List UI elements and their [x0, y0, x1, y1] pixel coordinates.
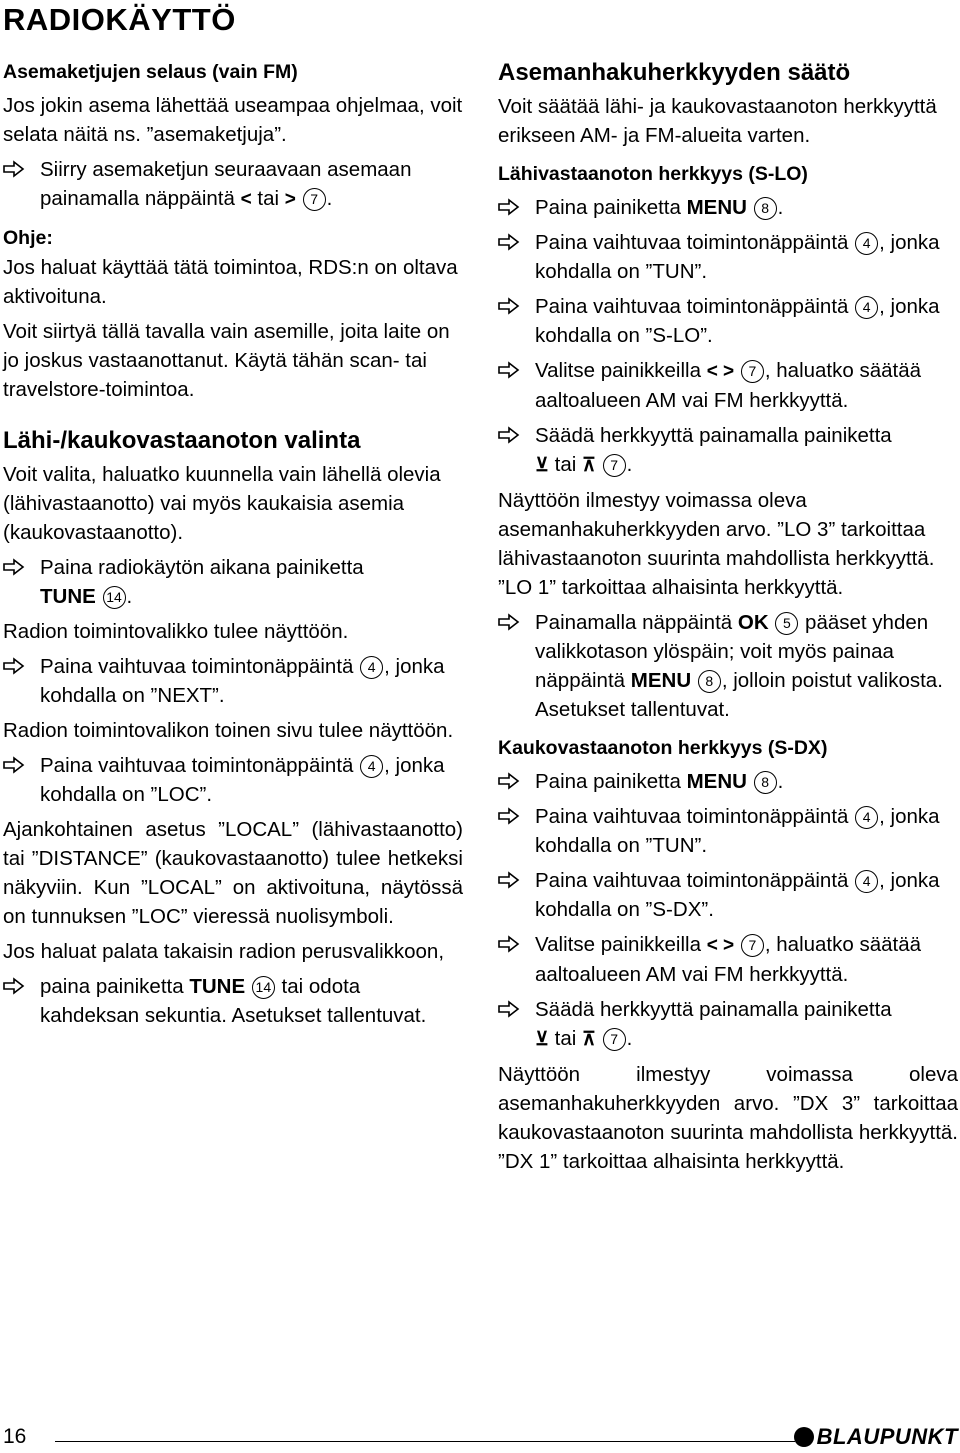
slo-step-band — [498, 356, 958, 415]
right-column — [498, 58, 958, 1182]
key-number-badge: 7 — [603, 454, 626, 477]
heading-preset-chains: Asemaketjujen selaus (vain FM) — [3, 61, 298, 83]
key-number-badge: 8 — [754, 197, 777, 220]
sdx-step-adjust — [498, 995, 958, 1054]
key-number-badge: 4 — [855, 870, 878, 893]
down-key-icon: ⊻ — [535, 1029, 549, 1050]
step-press-loc — [3, 751, 463, 809]
step-end: . — [626, 453, 633, 476]
step-arrow-icon — [498, 1000, 520, 1018]
note-label: Ohje: — [3, 227, 53, 249]
key-number-badge: 7 — [741, 934, 764, 957]
sdx-step-menu — [498, 767, 958, 796]
step-text: Painamalla näppäintä — [535, 611, 733, 634]
paragraph-current-setting: Ajankohtainen asetus ”LOCAL” (lähivastaanotto) tai ”DISTANCE” (kaukovastaanotto) tulee hetkeksi näkyviin. Kun ”LOCAL” on aktivoituna, näytössä on tunnuksen ”LOC” vieressä nuolisymboli. — [3, 818, 463, 928]
step-end: . — [626, 1027, 633, 1050]
step-text: Paina vaihtuvaa toimintonäppäintä — [40, 754, 354, 777]
note — [3, 224, 463, 311]
paragraph-second-page: Radion toimintovalikon toinen sivu tulee näyttöön. — [3, 719, 454, 742]
step-end: , jonka kohdalla on ”S-LO”. — [535, 295, 940, 347]
step-text: Paina vaihtuvaa toimintonäppäintä — [535, 295, 849, 318]
menu-key-label: MENU — [686, 196, 747, 219]
step-arrow-icon — [498, 361, 520, 379]
sdx-step-band — [498, 930, 958, 989]
slo-step-menu — [498, 193, 958, 222]
step-text: Paina vaihtuvaa toimintonäppäintä — [40, 655, 354, 678]
step-text: Siirry asemaketjun seuraavaan asemaan painamalla näppäintä — [40, 158, 412, 210]
step-arrow-icon — [498, 233, 520, 251]
up-key-icon: ⊼ — [581, 455, 596, 476]
step-text: Valitse painikkeilla — [535, 933, 701, 956]
step-end: . — [126, 585, 133, 608]
step-arrow-icon — [498, 807, 520, 825]
step-text: Paina vaihtuvaa toimintonäppäintä — [535, 869, 849, 892]
page-number: 16 — [3, 1425, 27, 1448]
step-or: tai — [554, 453, 577, 476]
paragraph-sensitivity: Voit säätää lähi- ja kaukovastaanoton herkkyyttä erikseen AM- ja FM-alueita varten. — [498, 95, 937, 147]
key-number-badge: 4 — [855, 232, 878, 255]
heading-sdx: Kaukovastaanoton herkkyys (S-DX) — [498, 737, 828, 759]
step-arrow-icon — [498, 297, 520, 315]
page-title: RADIOKÄYTTÖ — [3, 2, 236, 37]
step-arrow-icon — [3, 160, 25, 178]
slo-step-adjust — [498, 421, 958, 480]
key-number-badge: 4 — [360, 755, 383, 778]
step-end: , haluatko säätää aaltoalueen AM vai FM herkkyyttä. — [535, 359, 922, 412]
step-arrow-icon — [3, 977, 25, 995]
step-text-2: pääset yhden valikkotason ylöspäin; voit myös painaa näppäintä — [535, 611, 929, 692]
key-number-badge: 14 — [252, 976, 275, 999]
step-end: , jonka kohdalla on ”TUN”. — [535, 231, 940, 283]
brand-dot-icon — [794, 1427, 814, 1447]
paragraph-lo-values: Näyttöön ilmestyy voimassa oleva asemanhakuherkkyyden arvo. ”LO 3” tarkoittaa lähivastaanoton suurinta mahdollista herkkyyttä. ”LO 1” tarkoittaa alhaisinta herkkyyttä. — [498, 489, 935, 599]
key-number-badge: 4 — [855, 806, 878, 829]
step-end: , jolloin poistut valikosta. Asetukset tallentuvat. — [535, 669, 943, 721]
step-end: , jonka kohdalla on ”LOC”. — [40, 754, 445, 806]
step-end: , jonka kohdalla on ”NEXT”. — [40, 655, 445, 707]
down-key-icon: ⊻ — [535, 455, 549, 476]
step-end: tai odota kahdeksan sekuntia. Asetukset tallentuvat. — [40, 975, 427, 1027]
step-end: . — [777, 770, 784, 793]
menu-key-label: MENU — [686, 770, 747, 793]
sdx-step-sdx — [498, 866, 958, 924]
step-or: tai — [554, 1027, 577, 1050]
step-end: , jonka kohdalla on ”TUN”. — [535, 805, 940, 857]
step-arrow-icon — [498, 613, 520, 631]
step-text: Paina vaihtuvaa toimintonäppäintä — [535, 805, 849, 828]
paragraph-preset-chains: Jos jokin asema lähettää useampaa ohjelmaa, voit selata näitä ns. ”asemaketjuja”. — [3, 94, 463, 146]
step-end: , haluatko säätää aaltoalueen AM vai FM herkkyyttä. — [535, 933, 922, 986]
key-number-badge: 7 — [303, 188, 326, 211]
tune-key-label: TUNE — [40, 585, 96, 608]
key-number-badge: 8 — [754, 771, 777, 794]
step-text: Paina painiketta — [535, 770, 681, 793]
step-end: , jonka kohdalla on ”S-DX”. — [535, 869, 940, 921]
step-text: Säädä herkkyyttä painamalla painiketta — [535, 424, 892, 447]
paragraph-return: Jos haluat palata takaisin radion perusvalikkoon, — [3, 940, 445, 963]
note-text: Jos haluat käyttää tätä toimintoa, RDS:n on oltava aktivoituna. — [3, 256, 458, 308]
left-right-keys-icon: < > — [706, 361, 735, 382]
heading-sensitivity: Asemanhakuherkkyyden säätö — [498, 59, 851, 86]
step-text: Paina radiokäytön aikana painiketta — [40, 556, 364, 579]
footer-rule — [55, 1441, 795, 1442]
step-arrow-icon — [498, 772, 520, 790]
step-arrow-icon — [3, 558, 25, 576]
paragraph-local-distance: Voit valita, haluatko kuunnella vain lähellä olevia (lähivastaanotto) vai myös kaukaisia asemia (kaukovastaanotto). — [3, 463, 441, 544]
step-text: Säädä herkkyyttä painamalla painiketta — [535, 998, 892, 1021]
step-text: Paina painiketta — [535, 196, 681, 219]
step-or: tai — [257, 187, 280, 210]
step-arrow-icon — [3, 756, 25, 774]
brand-name: BLAUPUNKT — [816, 1424, 958, 1449]
step-text: Paina vaihtuvaa toimintonäppäintä — [535, 231, 849, 254]
heading-local-distance: Lähi-/kaukovastaanoton valinta — [3, 427, 361, 454]
key-number-badge: 8 — [698, 670, 721, 693]
slo-step-slo — [498, 292, 958, 350]
step-press-tune — [3, 553, 463, 611]
step-press-next — [3, 652, 463, 710]
step-arrow-icon — [498, 198, 520, 216]
paragraph-scan: Voit siirtyä tällä tavalla vain asemille, joita laite on jo joskus vastaanottanut. Käytä tähän scan- tai travelstore-toimintoa. — [3, 320, 450, 401]
step-end: . — [326, 187, 333, 210]
tune-key-label: TUNE — [189, 975, 246, 998]
step-arrow-icon — [498, 935, 520, 953]
step-ok-menu — [498, 608, 958, 724]
menu-key-label: MENU — [630, 669, 692, 692]
step-end: . — [777, 196, 784, 219]
step-arrow-icon — [498, 871, 520, 889]
left-key-icon: < — [240, 189, 252, 210]
ok-key-label: OK — [737, 611, 769, 634]
step-arrow-icon — [3, 657, 25, 675]
key-number-badge: 7 — [741, 360, 764, 383]
paragraph-menu-appears: Radion toimintovalikko tulee näyttöön. — [3, 620, 349, 643]
brand-logo — [794, 1424, 958, 1450]
step-next-station — [3, 155, 463, 214]
sdx-step-tun — [498, 802, 958, 860]
left-right-keys-icon: < > — [706, 935, 735, 956]
left-column — [3, 58, 463, 1036]
step-text: paina painiketta — [40, 975, 184, 998]
step-return-tune — [3, 972, 463, 1030]
slo-step-tun — [498, 228, 958, 286]
up-key-icon: ⊼ — [581, 1029, 596, 1050]
key-number-badge: 4 — [360, 656, 383, 679]
key-number-badge: 5 — [775, 612, 798, 635]
step-arrow-icon — [498, 426, 520, 444]
paragraph-dx-values: Näyttöön ilmestyy voimassa oleva asemanhakuherkkyyden arvo. ”DX 3” tarkoittaa kaukovastaanoton suurinta mahdollista herkkyyttä. ”DX 1” tarkoittaa alhaisinta herkkyyttä. — [498, 1063, 958, 1173]
step-text: Valitse painikkeilla — [535, 359, 701, 382]
key-number-badge: 7 — [603, 1028, 626, 1051]
right-key-icon: > — [284, 189, 296, 210]
heading-slo: Lähivastaanoton herkkyys (S-LO) — [498, 163, 808, 185]
key-number-badge: 4 — [855, 296, 878, 319]
key-number-badge: 14 — [103, 586, 126, 609]
